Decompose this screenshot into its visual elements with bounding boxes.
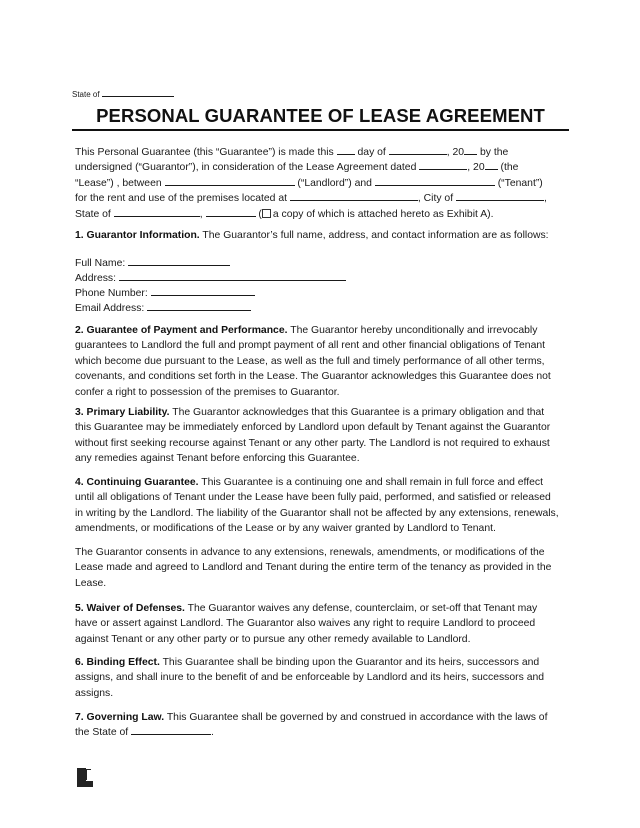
section-4-consent-paragraph: The Guarantor consents in advance to any extensions, renewals, amendments, or modifications of the Lease made and agreed to Landlord and Tenant during the entire term of the tenancy as provided in the Lease. [75,547,552,589]
state-of-label: State of [72,90,100,99]
intro-line-2: undersigned (“Guarantor”), in consideration of the Lease Agreement dated , 20 (the [75,162,519,174]
section-waiver-of-defenses: 5. Waiver of Defenses. The Guarantor waives any defense, counterclaim, or set-off that Tenant may have or assert against Landlord. The Guarantor also waives any right to require Landlord to proceed against Tenant or any other party or to pursue any other remedy available to Landlord. [75,603,538,645]
section-guarantor-information: 1. Guarantor Information. The Guarantor’s full name, address, and contact information are as follows: [75,230,549,241]
intro-line-4: for the rent and use of the premises located at , City of , [75,193,547,205]
month-blank-field[interactable] [389,145,447,155]
section-6-heading: 6. Binding Effect. [75,657,160,668]
title-underline [72,129,569,131]
intro-state-blank-field[interactable] [114,207,200,217]
intro-line-1: This Personal Guarantee (this “Guarantee”) is made this day of , 20 by the [75,147,509,158]
address-field[interactable] [119,271,346,281]
zip-blank-field[interactable] [206,207,256,217]
section-1-heading: 1. Guarantor Information. [75,230,200,241]
section-governing-law: 7. Governing Law. This Guarantee shall be governed by and construed in accordance with the laws of the State of . [75,712,548,739]
lease-date-blank-field[interactable] [419,160,467,170]
governing-state-field[interactable] [131,725,211,735]
intro-line-5: State of , ( a copy of which is attached hereto as Exhibit A). [75,208,494,220]
city-blank-field[interactable] [456,191,544,201]
section-2-heading: 2. Guarantee of Payment and Performance. [75,325,288,336]
phone-number-row: Phone Number: [75,286,565,301]
section-7-heading: 7. Governing Law. [75,712,165,723]
state-blank-field[interactable] [102,87,174,97]
year-blank-field[interactable] [464,145,477,155]
section-5-heading: 5. Waiver of Defenses. [75,603,185,614]
address-row: Address: [75,271,565,286]
intro-line-3: “Lease”) , between (“Landlord”) and (“Tenant”) [75,177,543,189]
intro-paragraph [75,145,565,222]
email-address-row: Email Address: [75,301,565,316]
landlord-blank-field[interactable] [165,176,295,186]
premises-address-blank-field[interactable] [290,191,418,201]
state-of-header [72,87,174,100]
guarantor-fields [75,256,565,316]
section-guarantee-of-payment: 2. Guarantee of Payment and Performance. The Guarantor hereby unconditionally and irrevocably guarantees to Landlord the full and prompt payment of all rent and other financial obligations of Tenant which become due pursuant to the Lease, as well as the full and timely performance of all other terms, covenants, and conditions set forth in the Lease. The Guarantor acknowledges this Guarantee does not confer a right to possession of the premises to Guarantor. [75,325,551,398]
section-continuing-guarantee: 4. Continuing Guarantee. This Guarantee is a continuing one and shall remain in full force and effect until all obligations of Tenant under the Lease have been fully paid, performed, and satisfied or released in writing by the Landlord. The liability of the Guarantor shall not be affected by any extensions, renewals, amendments, or modifications of the Lease or by any waiver granted by Landlord to Tenant. [75,477,559,535]
email-address-field[interactable] [147,301,251,311]
section-primary-liability: 3. Primary Liability. The Guarantor acknowledges that this Guarantee is a primary obligation and that this Guarantee may be immediately enforced by Landlord upon default by Tenant against the Guarantor without first seeking recourse against Tenant or any other party. The Landlord is not required to exhaust any remedies against Tenant before enforcing this Guarantee. [75,407,551,465]
section-3-heading: 3. Primary Liability. [75,407,170,418]
day-blank-field[interactable] [337,145,355,155]
legal-templates-logo-icon [77,768,93,787]
full-name-row: Full Name: [75,256,565,271]
section-4-heading: 4. Continuing Guarantee. [75,477,199,488]
document-title: PERSONAL GUARANTEE OF LEASE AGREEMENT [96,105,545,126]
section-binding-effect: 6. Binding Effect. This Guarantee shall be binding upon the Guarantor and its heirs, successors and assigns, and shall inure to the benefit of and be enforceable by Landlord and its heirs, successors and assigns. [75,657,545,699]
exhibit-a-checkbox[interactable] [262,209,271,218]
phone-number-field[interactable] [151,286,255,296]
tenant-blank-field[interactable] [375,176,495,186]
lease-year-blank-field[interactable] [485,160,498,170]
full-name-field[interactable] [128,256,230,266]
